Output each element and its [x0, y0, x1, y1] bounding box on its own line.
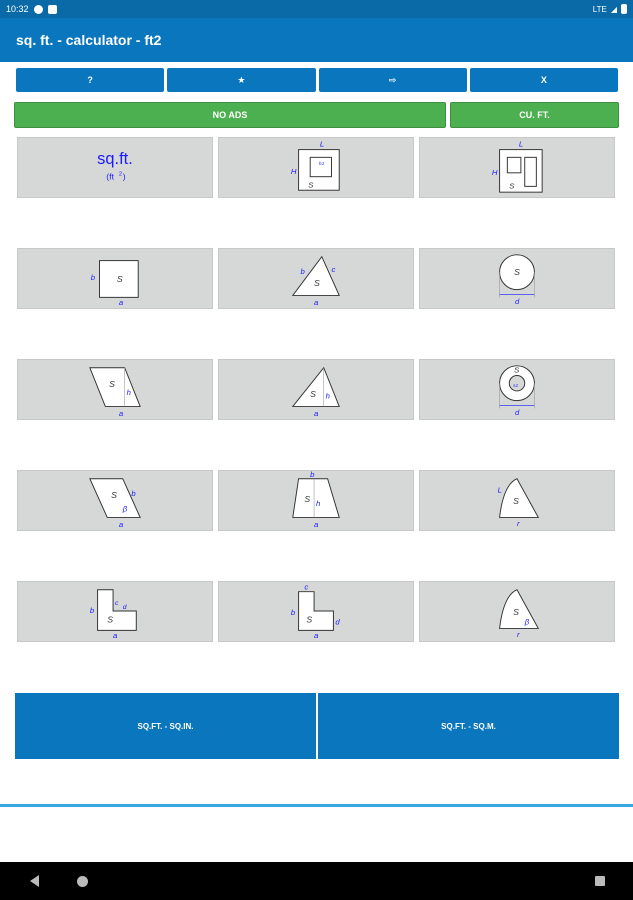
notification-icon	[34, 5, 43, 14]
app-bar	[0, 18, 633, 62]
divider	[0, 804, 633, 807]
app-title: sq. ft. - calculator - ft2	[16, 32, 162, 48]
label-S-6: S	[109, 379, 115, 390]
label-S-12: S	[107, 614, 114, 625]
recent-apps-icon[interactable]	[595, 876, 605, 886]
label-L: L	[319, 139, 325, 149]
no-ads-button[interactable]: NO ADS	[14, 102, 446, 128]
tile-sector-angle[interactable]	[419, 581, 615, 642]
network-type: LTE	[592, 4, 607, 14]
status-bar	[0, 0, 633, 18]
label-L-3: L	[497, 485, 502, 495]
label-a-2: a	[314, 298, 319, 308]
cu-ft-button[interactable]: CU. FT.	[450, 102, 619, 128]
green-button-row	[14, 102, 619, 128]
label-b: b	[90, 272, 96, 282]
toolbar	[16, 68, 618, 92]
exit-button[interactable]: X	[470, 68, 618, 92]
tile-parallelogram-angle[interactable]	[17, 470, 213, 531]
label-S: S	[308, 180, 314, 190]
label-a-4: a	[314, 409, 319, 419]
label-S-2: S	[509, 181, 515, 191]
label-S-3: S	[116, 273, 123, 284]
tile-triangle-sides[interactable]	[218, 248, 414, 309]
label-a-3: a	[118, 409, 124, 419]
label-b-2: b	[300, 267, 305, 277]
tile-triangle-height[interactable]	[218, 359, 414, 420]
sqft-sqm-button[interactable]: SQ.FT. - SQ.M.	[318, 693, 619, 759]
battery-icon	[621, 4, 627, 14]
sqft-unit-exp: 2	[118, 171, 123, 178]
sqft-unit-label: (ft	[106, 171, 115, 182]
label-a: a	[118, 298, 124, 308]
tile-l-shape[interactable]	[17, 581, 213, 642]
favorite-button[interactable]: ★	[167, 68, 315, 92]
label-S-5: S	[514, 267, 520, 278]
label-a-8: a	[314, 631, 319, 641]
label-h-3: h	[316, 498, 321, 508]
tile-ring[interactable]	[419, 359, 615, 420]
label-b-4: b	[310, 471, 315, 479]
label-S-10: S	[304, 493, 311, 504]
label-c-2: c	[115, 600, 119, 608]
tile-rectangle[interactable]	[17, 248, 213, 309]
help-button[interactable]: ?	[16, 68, 164, 92]
storage-icon	[48, 5, 57, 14]
label-S-14: S	[513, 606, 519, 617]
label-H: H	[290, 166, 297, 176]
label-d: d	[515, 297, 520, 307]
back-icon[interactable]	[30, 875, 39, 887]
label-beta: β	[122, 504, 128, 514]
navigation-bar	[0, 862, 633, 900]
label-b-3: b	[131, 489, 136, 499]
label-H-2: H	[491, 167, 498, 177]
label-a-7: a	[113, 631, 118, 641]
tile-l-shape-alt[interactable]	[218, 581, 414, 642]
tile-frame-rectangle[interactable]	[218, 137, 414, 198]
label-h1: h1	[318, 162, 325, 168]
tile-sqft-units[interactable]	[17, 137, 213, 198]
sqft-main-label: sq.ft.	[97, 150, 133, 169]
home-icon[interactable]	[77, 876, 88, 887]
signal-icon: ◢	[610, 4, 617, 14]
tile-trapezoid[interactable]	[218, 470, 414, 531]
label-b-5: b	[89, 605, 95, 615]
status-time: 10:32	[6, 4, 29, 14]
label-b-6: b	[290, 607, 296, 617]
tile-multi-rectangle[interactable]	[419, 137, 615, 198]
sqft-unit-close: )	[122, 171, 126, 182]
share-button[interactable]: ⇨	[319, 68, 467, 92]
label-a-6: a	[314, 520, 319, 530]
label-h-2: h	[325, 391, 330, 401]
sqft-sqin-button[interactable]: SQ.FT. - SQ.IN.	[15, 693, 316, 759]
label-d-4: d	[335, 617, 340, 627]
label-beta-2: β	[524, 617, 530, 627]
label-S-8: S	[514, 365, 520, 375]
tile-sector[interactable]	[419, 470, 615, 531]
label-s1: s1	[513, 384, 519, 390]
label-d-3: d	[122, 604, 127, 612]
label-r-2: r	[517, 630, 520, 640]
label-S-9: S	[111, 490, 117, 501]
label-S-7: S	[310, 388, 316, 399]
label-h: h	[126, 387, 131, 397]
label-L-2: L	[518, 139, 524, 149]
label-r: r	[517, 519, 520, 529]
label-d-2: d	[515, 408, 520, 418]
label-a-5: a	[118, 520, 124, 530]
conversion-buttons	[15, 693, 619, 759]
label-S-13: S	[306, 614, 313, 625]
label-S-4: S	[314, 277, 320, 288]
label-c-3: c	[304, 582, 309, 592]
label-S-11: S	[513, 495, 519, 506]
tile-parallelogram[interactable]	[17, 359, 213, 420]
label-c: c	[331, 265, 336, 275]
tile-circle[interactable]	[419, 248, 615, 309]
